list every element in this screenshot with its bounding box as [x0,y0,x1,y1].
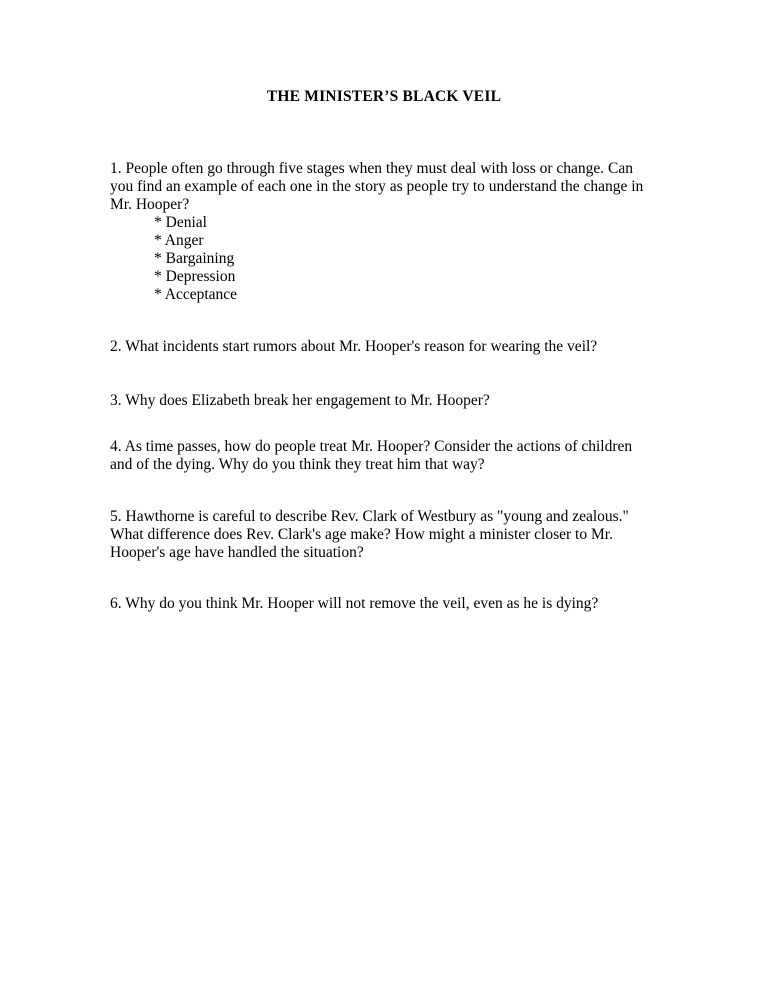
question-5-text: 5. Hawthorne is careful to describe Rev. Clark of Westbury as "young and zealous." What difference does Rev. Clark's age make? How might a minister closer to Mr. Hooper's age have handled the situation? [110,508,629,561]
question-1-text: 1. People often go through five stages when they must deal with loss or change. Can you find an example of each one in the story as people try to understand the change in Mr. Hooper? [110,160,644,213]
question-4-text: 4. As time passes, how do people treat Mr. Hooper? Consider the actions of children and of the dying. Why do you think they treat him that way? [110,438,633,473]
question-6 [110,595,658,613]
question-3-text: 3. Why does Elizabeth break her engagement to Mr. Hooper? [110,392,490,409]
document-title: THE MINISTER’S BLACK VEIL [266,88,502,105]
question-1 [110,160,658,304]
stage-item-bargaining: * Bargaining [154,250,235,267]
question-2-text: 2. What incidents start rumors about Mr. Hooper's reason for wearing the veil? [110,338,598,355]
question-5 [110,508,658,562]
stage-item-depression: * Depression [154,268,236,285]
stage-item-anger: * Anger [154,232,204,249]
question-6-text: 6. Why do you think Mr. Hooper will not remove the veil, even as he is dying? [110,595,599,612]
stage-item-denial: * Denial [154,214,207,231]
stages-list [110,214,658,304]
question-2 [110,338,658,356]
question-3 [110,392,658,410]
stage-item-acceptance: * Acceptance [154,286,238,303]
question-4 [110,438,658,474]
